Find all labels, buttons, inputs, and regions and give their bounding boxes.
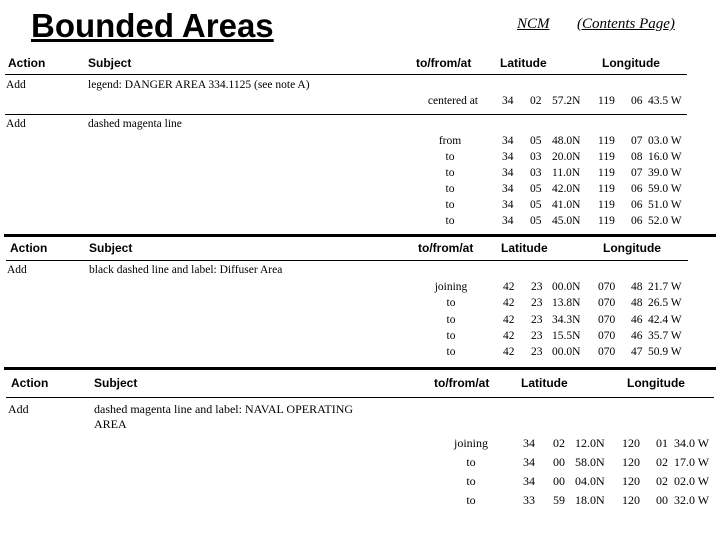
lon-deg: 070 [598,297,616,309]
lat-deg: 34 [523,436,535,450]
lat-deg: 42 [503,297,515,309]
lat-sec: 41.0N [552,199,581,211]
lat-deg: 34 [502,95,514,107]
lat-deg: 34 [502,151,514,163]
lon-min: 01 [656,436,668,450]
lon-sec: 43.5 W [648,95,682,107]
header-subject: Subject [89,241,133,255]
subject-cell: black dashed line and label: Diffuser Area [89,264,283,276]
lon-sec: 16.0 W [648,151,682,163]
to-from-at-cell: centered at [427,95,478,107]
lon-sec: 42.4 W [648,314,682,326]
lat-min: 23 [531,281,543,293]
lat-deg: 42 [503,281,515,293]
to-from-at-cell: from [438,135,462,147]
lon-sec: 52.0 W [648,215,682,227]
lon-deg: 119 [598,135,615,147]
lon-min: 07 [631,167,643,179]
header-to-from-at: to/from/at [416,56,472,70]
lon-sec: 34.0 W [674,436,710,450]
to-from-at-cell: to [445,151,455,163]
to-from-at-cell: to [446,346,456,358]
action-cell: Add [7,264,27,276]
lon-deg: 120 [622,436,640,450]
lat-deg: 42 [503,330,515,342]
lat-min: 05 [530,183,542,195]
header-action: Action [11,376,49,390]
lon-deg: 119 [598,183,615,195]
to-from-at-cell: to [466,493,476,507]
to-from-at-cell: to [445,199,455,211]
header-latitude: Latitude [521,376,568,390]
action-cell: Add [6,118,26,130]
header-action: Action [10,241,48,255]
header-longitude: Longitude [603,241,661,255]
header-subject: Subject [94,376,138,390]
lon-min: 02 [656,474,668,488]
header-to-from-at: to/from/at [434,376,490,390]
header-to-from-at: to/from/at [418,241,474,255]
lat-min: 23 [531,297,543,309]
section-separator [4,234,716,237]
contents-page-link[interactable]: (Contents Page) [577,16,675,32]
lat-deg: 34 [502,135,514,147]
lat-sec: 00.0N [552,346,581,358]
lon-min: 48 [631,281,643,293]
lon-min: 08 [631,151,643,163]
lat-deg: 34 [502,167,514,179]
ncm-link[interactable]: NCM [517,16,550,32]
to-from-at-cell: joining [434,281,468,293]
header-underline [6,397,714,398]
lat-min: 00 [553,455,565,469]
lon-sec: 02.0 W [674,474,710,488]
lat-min: 05 [530,215,542,227]
lon-sec: 50.9 W [648,346,682,358]
header-latitude: Latitude [500,56,547,70]
header-longitude: Longitude [627,376,685,390]
lon-sec: 17.0 W [674,455,710,469]
lat-min: 23 [531,314,543,326]
lon-min: 02 [656,455,668,469]
action-cell: Add [6,79,26,91]
lat-sec: 11.0N [552,167,581,179]
lat-sec: 13.8N [552,297,581,309]
lat-deg: 42 [503,314,515,326]
lon-min: 46 [631,314,643,326]
lon-min: 07 [631,135,643,147]
to-from-at-cell: to [445,183,455,195]
lon-min: 47 [631,346,643,358]
section-separator [4,367,716,370]
lon-sec: 51.0 W [648,199,682,211]
to-from-at-cell: to [446,330,456,342]
lat-min: 03 [530,151,542,163]
lon-min: 06 [631,199,643,211]
lon-sec: 21.7 W [648,281,682,293]
lat-deg: 42 [503,346,515,358]
to-from-at-cell: joining [453,436,488,450]
to-from-at-cell: to [446,314,456,326]
lon-deg: 119 [598,95,615,107]
lat-min: 02 [553,436,565,450]
header-underline [6,260,688,261]
lat-min: 23 [531,330,543,342]
lon-deg: 070 [598,346,616,358]
lon-deg: 119 [598,151,615,163]
lat-sec: 20.0N [552,151,581,163]
lat-deg: 34 [523,474,535,488]
lat-sec: 48.0N [552,135,581,147]
lon-deg: 119 [598,199,615,211]
lat-deg: 34 [502,183,514,195]
to-from-at-cell: to [445,215,455,227]
lon-deg: 070 [598,281,616,293]
lon-sec: 59.0 W [648,183,682,195]
action-cell: Add [8,402,29,416]
lat-min: 02 [530,95,542,107]
lon-min: 06 [631,95,643,107]
header-action: Action [8,56,46,70]
lat-deg: 34 [502,199,514,211]
lat-deg: 33 [523,493,535,507]
lat-sec: 12.0N [575,436,605,450]
lon-deg: 070 [598,314,616,326]
lon-deg: 120 [622,455,640,469]
lon-sec: 26.5 W [648,297,682,309]
to-from-at-cell: to [466,455,476,469]
lon-min: 46 [631,330,643,342]
lat-sec: 34.3N [552,314,581,326]
lat-deg: 34 [502,215,514,227]
lat-min: 03 [530,167,542,179]
lon-min: 48 [631,297,643,309]
lon-sec: 35.7 W [648,330,682,342]
header-latitude: Latitude [501,241,548,255]
lat-sec: 45.0N [552,215,581,227]
lat-sec: 42.0N [552,183,581,195]
to-from-at-cell: to [446,297,456,309]
lon-sec: 03.0 W [648,135,682,147]
lat-min: 05 [530,199,542,211]
lon-deg: 070 [598,330,616,342]
lon-deg: 119 [598,215,615,227]
to-from-at-cell: to [445,167,455,179]
lat-min: 00 [553,474,565,488]
lon-sec: 39.0 W [648,167,682,179]
lon-min: 06 [631,215,643,227]
page-title: Bounded Areas [31,7,274,44]
lon-min: 00 [656,493,668,507]
lon-sec: 32.0 W [674,493,710,507]
lat-sec: 18.0N [575,493,605,507]
lat-min: 59 [553,493,565,507]
lat-min: 23 [531,346,543,358]
header-longitude: Longitude [602,56,660,70]
to-from-at-cell: to [466,474,476,488]
subject-cell-continued: AREA [94,417,127,431]
subject-cell: dashed magenta line [88,118,182,130]
lat-sec: 00.0N [552,281,581,293]
subject-cell: dashed magenta line and label: NAVAL OPERATING [94,402,354,416]
lat-sec: 15.5N [552,330,581,342]
lon-deg: 120 [622,474,640,488]
lat-min: 05 [530,135,542,147]
lat-sec: 58.0N [575,455,605,469]
subject-cell: legend: DANGER AREA 334.1125 (see note A) [88,79,310,91]
lat-deg: 34 [523,455,535,469]
header-subject: Subject [88,56,132,70]
lon-min: 06 [631,183,643,195]
lon-deg: 119 [598,167,615,179]
header-underline [5,74,687,75]
row-divider [5,114,687,115]
lon-deg: 120 [622,493,640,507]
lat-sec: 57.2N [552,95,581,107]
lat-sec: 04.0N [575,474,605,488]
